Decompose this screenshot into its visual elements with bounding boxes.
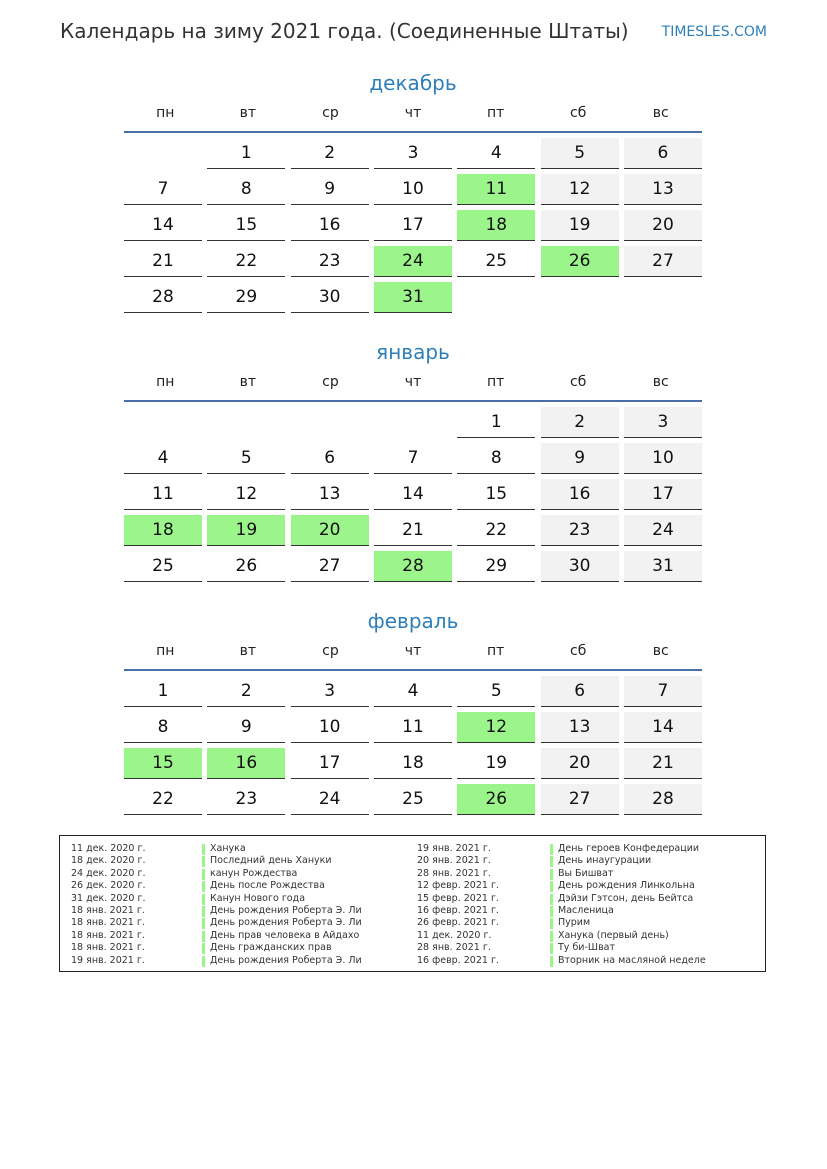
day-cell: 24 xyxy=(291,784,369,815)
legend-date: 18 янв. 2021 г. xyxy=(71,917,145,929)
day-cell: 25 xyxy=(374,784,452,815)
empty-day-cell xyxy=(291,407,369,438)
day-cell: 15 xyxy=(207,210,285,241)
legend-color-marker xyxy=(202,856,205,867)
legend-date: 20 янв. 2021 г. xyxy=(417,855,491,867)
legend-date: 16 февр. 2021 г. xyxy=(417,954,499,966)
legend-color-marker xyxy=(550,894,553,905)
day-cell: 8 xyxy=(124,712,202,743)
day-cell: 8 xyxy=(457,443,535,474)
week-row xyxy=(124,551,702,587)
legend-color-marker xyxy=(202,918,205,929)
day-cell: 3 xyxy=(374,138,452,169)
legend-date: 12 февр. 2021 г. xyxy=(417,880,499,892)
legend-date: 15 февр. 2021 г. xyxy=(417,892,499,904)
weekend-day-cell: 5 xyxy=(541,138,619,169)
day-cell: 30 xyxy=(291,282,369,313)
month-block xyxy=(124,339,702,587)
weekday-label: пт xyxy=(486,643,505,659)
legend-holiday-name: День рождения Линкольна xyxy=(558,880,695,892)
weekend-day-cell: 2 xyxy=(541,407,619,438)
legend-holiday-name: Ту би-Шват xyxy=(558,942,616,954)
weekday-label: чт xyxy=(404,374,422,390)
day-cell: 15 xyxy=(457,479,535,510)
day-cell: 10 xyxy=(374,174,452,205)
legend-holiday-name: День инаугурации xyxy=(558,855,652,867)
week-row xyxy=(124,515,702,551)
weekend-day-cell: 21 xyxy=(624,748,702,779)
legend-holiday-name: День рождения Роберта Э. Ли xyxy=(210,904,362,916)
page-title: Календарь на зиму 2021 года. (Соединенные Штаты) xyxy=(60,19,629,43)
legend-holiday-name: Канун Нового года xyxy=(210,892,306,904)
weekday-label: вт xyxy=(239,105,257,121)
legend-date: 11 дек. 2020 г. xyxy=(417,929,492,941)
legend-color-marker xyxy=(550,918,553,929)
week-row xyxy=(124,479,702,515)
legend-date: 28 янв. 2021 г. xyxy=(417,867,491,879)
legend-color-marker xyxy=(202,869,205,880)
day-cell: 1 xyxy=(207,138,285,169)
weekend-day-cell: 23 xyxy=(541,515,619,546)
day-cell: 25 xyxy=(457,246,535,277)
day-cell: 22 xyxy=(124,784,202,815)
site-link[interactable]: TIMESLES.COM xyxy=(661,24,767,40)
legend-date: 19 янв. 2021 г. xyxy=(71,954,145,966)
holiday-day-cell: 16 xyxy=(207,748,285,779)
week-row xyxy=(124,138,702,174)
weekday-label: ср xyxy=(322,374,339,390)
weekend-day-cell: 30 xyxy=(541,551,619,582)
weekend-day-cell: 12 xyxy=(541,174,619,205)
day-cell: 22 xyxy=(457,515,535,546)
weekend-day-cell: 16 xyxy=(541,479,619,510)
weekend-day-cell: 10 xyxy=(624,443,702,474)
legend-holiday-name: Ханука (первый день) xyxy=(558,929,669,941)
legend-color-marker xyxy=(550,869,553,880)
legend-color-marker xyxy=(202,931,205,942)
legend-holiday-name: День прав человека в Айдахо xyxy=(210,929,360,941)
weekend-day-cell: 27 xyxy=(541,784,619,815)
day-cell: 2 xyxy=(207,676,285,707)
header-rule xyxy=(124,131,702,133)
empty-day-cell xyxy=(207,407,285,438)
holiday-day-cell: 12 xyxy=(457,712,535,743)
legend-date: 18 янв. 2021 г. xyxy=(71,904,145,916)
legend-holiday-name: День рождения Роберта Э. Ли xyxy=(210,954,362,966)
legend-holiday-name: День гражданских прав xyxy=(210,942,332,954)
legend-color-marker xyxy=(202,881,205,892)
day-cell: 21 xyxy=(374,515,452,546)
holiday-day-cell: 31 xyxy=(374,282,452,313)
legend-date: 16 февр. 2021 г. xyxy=(417,904,499,916)
day-cell: 16 xyxy=(291,210,369,241)
day-cell: 9 xyxy=(291,174,369,205)
day-cell: 28 xyxy=(124,282,202,313)
holiday-day-cell: 26 xyxy=(541,246,619,277)
week-row xyxy=(124,443,702,479)
weekend-day-cell: 14 xyxy=(624,712,702,743)
day-cell: 25 xyxy=(124,551,202,582)
legend-date: 31 дек. 2020 г. xyxy=(71,892,146,904)
holiday-day-cell: 19 xyxy=(207,515,285,546)
day-cell: 4 xyxy=(124,443,202,474)
day-cell: 29 xyxy=(457,551,535,582)
day-cell: 5 xyxy=(457,676,535,707)
week-row xyxy=(124,676,702,712)
weekend-day-cell: 13 xyxy=(624,174,702,205)
week-row xyxy=(124,246,702,282)
legend-date: 11 дек. 2020 г. xyxy=(71,843,146,854)
weekend-day-cell: 17 xyxy=(624,479,702,510)
weekend-day-cell: 13 xyxy=(541,712,619,743)
day-cell: 6 xyxy=(291,443,369,474)
day-cell: 12 xyxy=(207,479,285,510)
legend-date: 24 дек. 2020 г. xyxy=(71,867,146,879)
day-cell: 17 xyxy=(291,748,369,779)
week-row xyxy=(124,282,702,318)
day-cell: 3 xyxy=(291,676,369,707)
empty-day-cell xyxy=(124,407,202,438)
legend-color-marker xyxy=(202,943,205,954)
day-cell: 19 xyxy=(457,748,535,779)
legend-holiday-name: Последний день Хануки xyxy=(210,855,332,867)
weekday-label: вт xyxy=(239,374,257,390)
holiday-day-cell: 18 xyxy=(124,515,202,546)
weekday-label: чт xyxy=(404,643,422,659)
header-rule xyxy=(124,669,702,671)
legend-date: 18 янв. 2021 г. xyxy=(71,942,145,954)
weekday-label: пн xyxy=(156,105,175,121)
legend-color-marker xyxy=(550,943,553,954)
holiday-day-cell: 20 xyxy=(291,515,369,546)
month-name: февраль xyxy=(367,609,459,633)
day-cell: 11 xyxy=(124,479,202,510)
weekday-label: пт xyxy=(486,105,505,121)
day-cell: 7 xyxy=(124,174,202,205)
week-row xyxy=(124,712,702,748)
month-name: декабрь xyxy=(369,71,457,95)
weekend-day-cell: 9 xyxy=(541,443,619,474)
weekend-day-cell: 7 xyxy=(624,676,702,707)
empty-day-cell xyxy=(457,282,535,313)
day-cell: 26 xyxy=(207,551,285,582)
weekday-label: вс xyxy=(652,105,669,121)
weekend-day-cell: 19 xyxy=(541,210,619,241)
weekday-label: вт xyxy=(239,643,257,659)
legend-holiday-name: Дэйзи Гэтсон, день Бейтса xyxy=(558,892,694,904)
weekend-day-cell: 6 xyxy=(541,676,619,707)
day-cell: 14 xyxy=(374,479,452,510)
legend-holiday-name: День после Рождества xyxy=(210,880,325,892)
holiday-day-cell: 11 xyxy=(457,174,535,205)
legend-color-marker xyxy=(202,956,205,967)
week-row xyxy=(124,210,702,246)
legend-color-marker xyxy=(550,906,553,917)
legend-date: 19 янв. 2021 г. xyxy=(417,843,491,854)
day-cell: 23 xyxy=(291,246,369,277)
day-cell: 11 xyxy=(374,712,452,743)
day-cell: 21 xyxy=(124,246,202,277)
legend-holiday-name: Вы Бишват xyxy=(558,867,614,879)
legend-holiday-name: канун Рождества xyxy=(210,867,298,879)
legend-color-marker xyxy=(550,881,553,892)
day-cell: 8 xyxy=(207,174,285,205)
legend-color-marker xyxy=(202,894,205,905)
weekend-day-cell: 6 xyxy=(624,138,702,169)
day-cell: 14 xyxy=(124,210,202,241)
weekday-label: пт xyxy=(486,374,505,390)
weekday-label: сб xyxy=(570,374,587,390)
weekend-day-cell: 20 xyxy=(624,210,702,241)
day-cell: 4 xyxy=(457,138,535,169)
weekend-day-cell: 31 xyxy=(624,551,702,582)
day-cell: 1 xyxy=(457,407,535,438)
holiday-day-cell: 28 xyxy=(374,551,452,582)
legend-date: 26 дек. 2020 г. xyxy=(71,880,146,892)
legend-color-marker xyxy=(550,856,553,867)
weekend-day-cell: 3 xyxy=(624,407,702,438)
empty-day-cell xyxy=(124,138,202,169)
header-rule xyxy=(124,400,702,402)
weekday-label: чт xyxy=(404,105,422,121)
day-cell: 18 xyxy=(374,748,452,779)
weekday-label: ср xyxy=(322,105,339,121)
day-cell: 17 xyxy=(374,210,452,241)
holiday-day-cell: 18 xyxy=(457,210,535,241)
legend-holiday-name: Ханука xyxy=(210,843,246,854)
day-cell: 27 xyxy=(291,551,369,582)
day-cell: 10 xyxy=(291,712,369,743)
day-cell: 22 xyxy=(207,246,285,277)
legend-color-marker xyxy=(550,956,553,967)
holiday-day-cell: 26 xyxy=(457,784,535,815)
holiday-day-cell: 15 xyxy=(124,748,202,779)
weekend-day-cell: 28 xyxy=(624,784,702,815)
weekday-header xyxy=(124,104,702,131)
legend-holiday-name: Вторник на масляной неделе xyxy=(558,954,706,966)
holiday-day-cell: 24 xyxy=(374,246,452,277)
day-cell: 2 xyxy=(291,138,369,169)
legend-color-marker xyxy=(202,844,205,855)
day-cell: 13 xyxy=(291,479,369,510)
week-row xyxy=(124,174,702,210)
weekday-label: сб xyxy=(570,105,587,121)
legend-date: 26 февр. 2021 г. xyxy=(417,917,499,929)
day-cell: 29 xyxy=(207,282,285,313)
month-block xyxy=(124,70,702,318)
weekday-label: пн xyxy=(156,643,175,659)
empty-day-cell xyxy=(624,282,702,313)
weekday-label: вс xyxy=(652,643,669,659)
week-row xyxy=(124,407,702,443)
legend-date: 28 янв. 2021 г. xyxy=(417,942,491,954)
week-row xyxy=(124,784,702,820)
legend-holiday-name: Масленица xyxy=(558,904,614,916)
weekday-label: сб xyxy=(570,643,587,659)
legend-color-marker xyxy=(202,906,205,917)
legend-date: 18 янв. 2021 г. xyxy=(71,929,145,941)
weekend-day-cell: 27 xyxy=(624,246,702,277)
empty-day-cell xyxy=(374,407,452,438)
month-name: январь xyxy=(376,340,450,364)
day-cell: 23 xyxy=(207,784,285,815)
legend-date: 18 дек. 2020 г. xyxy=(71,855,146,867)
month-block xyxy=(124,608,702,820)
day-cell: 1 xyxy=(124,676,202,707)
day-cell: 5 xyxy=(207,443,285,474)
day-cell: 4 xyxy=(374,676,452,707)
legend-holiday-name: День героев Конфедерации xyxy=(558,843,700,854)
weekend-day-cell: 24 xyxy=(624,515,702,546)
legend-holiday-name: День рождения Роберта Э. Ли xyxy=(210,917,362,929)
weekend-day-cell: 20 xyxy=(541,748,619,779)
holiday-legend xyxy=(59,835,766,972)
empty-day-cell xyxy=(541,282,619,313)
week-row xyxy=(124,748,702,784)
weekday-label: пн xyxy=(156,374,175,390)
day-cell: 7 xyxy=(374,443,452,474)
weekday-label: вс xyxy=(652,374,669,390)
weekday-label: ср xyxy=(322,643,339,659)
weekday-header xyxy=(124,642,702,669)
day-cell: 9 xyxy=(207,712,285,743)
legend-color-marker xyxy=(550,844,553,855)
legend-color-marker xyxy=(550,931,553,942)
legend-holiday-name: Пурим xyxy=(558,917,591,929)
weekday-header xyxy=(124,373,702,400)
